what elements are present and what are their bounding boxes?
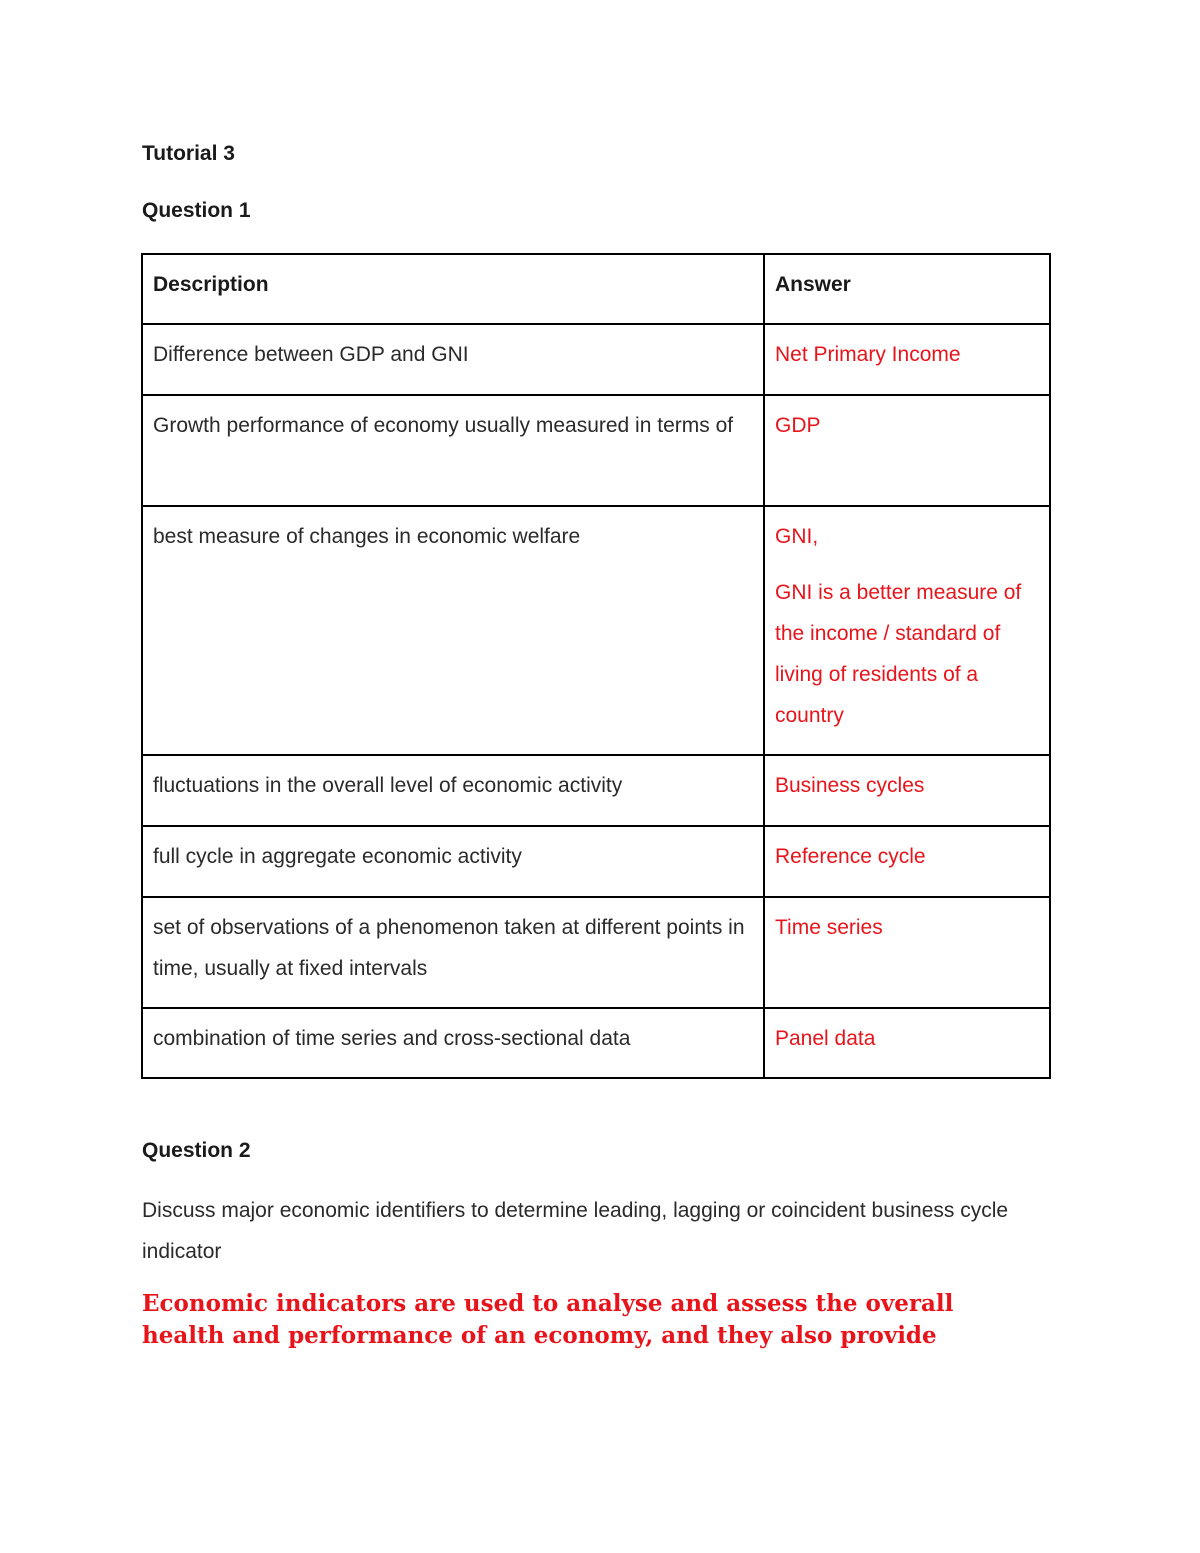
answer-cell: [764, 395, 1050, 506]
table-row: [142, 755, 1050, 826]
description-column-header: Description: [142, 254, 764, 324]
description-cell: set of observations of a phenomenon taken at different points in time, usually at fixed intervals: [142, 897, 764, 1008]
answer-cell: [764, 897, 1050, 1008]
answer-text: Business cycles: [775, 774, 925, 797]
answer-text: Net Primary Income: [775, 343, 961, 366]
description-cell: Difference between GDP and GNI: [142, 324, 764, 395]
table-row: [142, 506, 1050, 755]
question-2-heading: Question 2: [142, 1139, 251, 1162]
page-title: Tutorial 3: [142, 142, 235, 165]
table-header-row: [142, 254, 1050, 324]
table-row: [142, 324, 1050, 395]
question-2-answer: Economic indicators are used to analyse and assess the overall health and performance of an economy, and they also provide: [142, 1290, 954, 1349]
answer-cell: [764, 1008, 1050, 1078]
answer-cell: [764, 826, 1050, 897]
table-row: [142, 897, 1050, 1008]
answer-text: Reference cycle: [775, 845, 926, 868]
answer-cell: [764, 324, 1050, 395]
description-cell: best measure of changes in economic welfare: [142, 506, 764, 755]
question-2-prompt: Discuss major economic identifiers to determine leading, lagging or coincident business cycle indicator: [142, 1199, 1009, 1263]
table-row: [142, 826, 1050, 897]
description-cell: fluctuations in the overall level of economic activity: [142, 755, 764, 826]
answer-explanation: GNI is a better measure of the income / standard of living of residents of a country: [775, 581, 1022, 727]
description-cell: combination of time series and cross-sectional data: [142, 1008, 764, 1078]
answer-text: GNI,: [775, 525, 819, 548]
answer-cell: [764, 506, 1050, 755]
answer-text: Time series: [775, 916, 883, 939]
description-cell: full cycle in aggregate economic activity: [142, 826, 764, 897]
table-row: [142, 395, 1050, 506]
answer-text: Panel data: [775, 1027, 876, 1050]
table-row: [142, 1008, 1050, 1078]
question-1-heading: Question 1: [142, 199, 251, 222]
answer-column-header: Answer: [764, 254, 1050, 324]
description-cell: Growth performance of economy usually measured in terms of: [142, 395, 764, 506]
answer-text: GDP: [775, 414, 821, 437]
answer-cell: [764, 755, 1050, 826]
question-1-table: [141, 253, 1051, 1079]
